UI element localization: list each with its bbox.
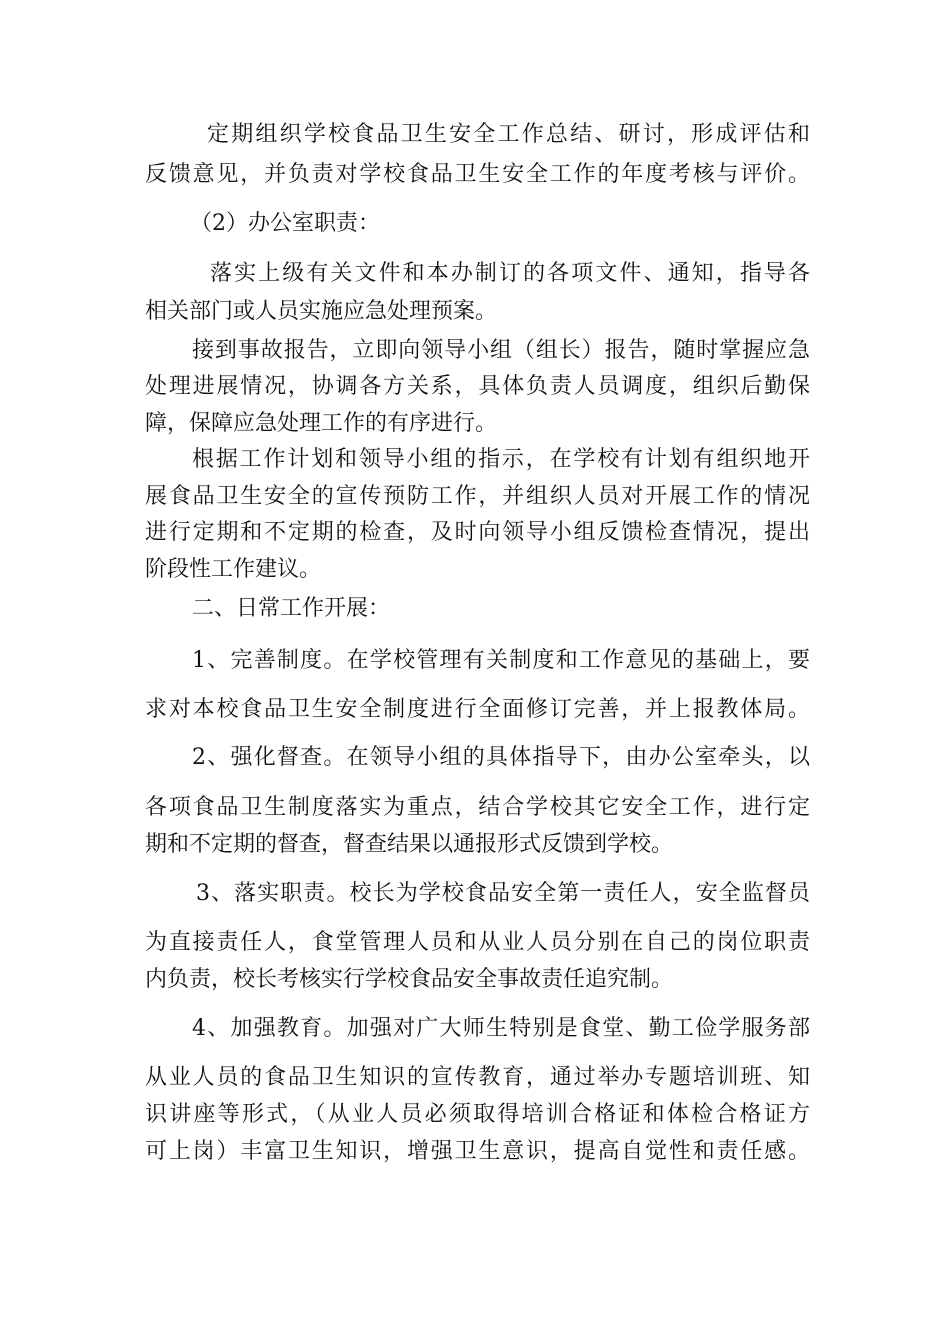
paragraph-line: 反馈意见，并负责对学校食品卫生安全工作的年度考核与评价。 [145,162,810,187]
section-heading: 二、日常工作开展： [192,596,391,621]
paragraph-line: 期和不定期的督查，督查结果以通报形式反馈到学校。 [145,832,674,857]
paragraph-line: 定期组织学校食品卫生安全工作总结、研讨，形成评估和 [207,122,810,147]
paragraph-line: 1、完善制度。在学校管理有关制度和工作意见的基础上，要 [192,648,810,673]
paragraph-line: 障，保障应急处理工作的有序进行。 [145,411,498,436]
paragraph-line: 各项食品卫生制度落实为重点，结合学校其它安全工作，进行定 [145,795,810,820]
paragraph-line: 接到事故报告，立即向领导小组（组长）报告，随时掌握应急 [192,338,810,363]
paragraph-line: 为直接责任人，食堂管理人员和从业人员分别在自己的岗位职责 [145,930,810,955]
paragraph-line: 处理进展情况，协调各方关系，具体负责人员调度，组织后勤保 [145,374,810,399]
paragraph-line: 根据工作计划和领导小组的指示，在学校有计划有组织地开 [192,447,810,472]
paragraph-line: 阶段性工作建议。 [145,557,322,582]
paragraph-line: 进行定期和不定期的检查，及时向领导小组反馈检查情况，提出 [145,520,810,545]
paragraph-line: 2、强化督查。在领导小组的具体指导下，由办公室牵头，以 [192,745,810,770]
paragraph-line: 内负责，校长考核实行学校食品安全事故责任追究制。 [145,967,674,992]
paragraph-line: 可上岗）丰富卫生知识，增强卫生意识，提高自觉性和责任感。 [145,1139,810,1164]
paragraph-line: 识讲座等形式，（从业人员必须取得培训合格证和体检合格证方 [145,1102,810,1127]
paragraph-line: 求对本校食品卫生安全制度进行全面修订完善，并上报教体局。 [145,697,810,722]
paragraph-line: 从业人员的食品卫生知识的宣传教育，通过举办专题培训班、知 [145,1065,810,1090]
paragraph-line: 4、加强教育。加强对广大师生特别是食堂、勤工俭学服务部 [192,1016,810,1041]
paragraph-line: 展食品卫生安全的宣传预防工作，并组织人员对开展工作的情况 [145,484,810,509]
paragraph-line: 3、落实职责。校长为学校食品安全第一责任人，安全监督员 [196,881,810,906]
section-heading: （2）办公室职责： [190,211,380,236]
paragraph-line: 落实上级有关文件和本办制订的各项文件、通知，指导各 [210,261,810,286]
paragraph-line: 相关部门或人员实施应急处理预案。 [145,299,498,324]
